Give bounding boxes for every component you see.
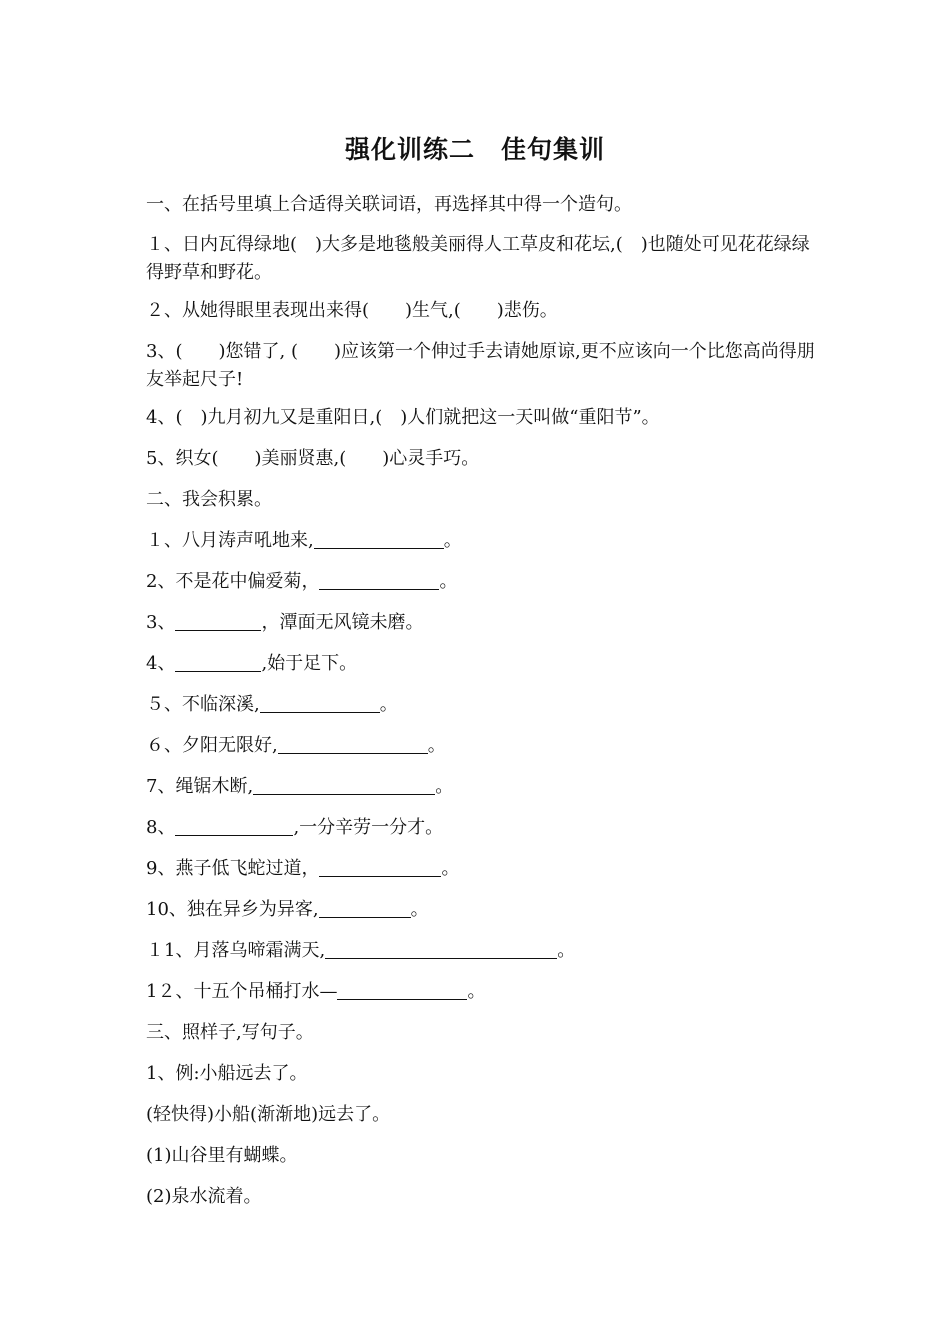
section-heading-2: 二、我会积累。 [146, 489, 272, 510]
question-1-4: 4、( )九月初九又是重阳日,( )人们就把这一天叫做“重阳节”。 [146, 407, 660, 428]
fill-item-11 [146, 937, 826, 965]
page-title: 强化训练二 佳句集训 [344, 135, 605, 164]
fill-text-after: 。 [443, 530, 462, 551]
answer-blank[interactable] [260, 694, 380, 713]
fill-text-after: 。 [441, 858, 460, 879]
fill-item-10 [146, 896, 826, 924]
fill-text-after: 。 [439, 571, 458, 592]
fill-item-5 [146, 691, 826, 719]
fill-item-3 [146, 609, 826, 637]
answer-blank[interactable] [325, 940, 557, 959]
fill-item-7 [146, 773, 826, 801]
example-answer: (轻快得)小船(渐渐地)远去了。 [146, 1104, 391, 1125]
question-1-5: 5、织女( )美丽贤惠,( )心灵手巧。 [146, 448, 480, 469]
fill-item-9 [146, 855, 826, 883]
section-heading-1: 一、在括号里填上合适得关联词语，再选择其中得一个造句。 [146, 194, 632, 215]
fill-text-after: 。 [410, 899, 429, 920]
question-1-3: 3、( )您错了, ( )应该第一个伸过手去请她原谅,更不应该向一个比您高尚得朋友举起尺子! [146, 341, 815, 390]
answer-blank[interactable] [337, 981, 467, 1000]
fill-text-before: 7、绳锯木断, [146, 776, 254, 797]
fill-text-before: 9、燕子低飞蛇过道， [146, 858, 320, 879]
fill-text-after: 。 [379, 694, 398, 715]
fill-text-after: 。 [557, 940, 576, 961]
fill-text-before: １、八月涛声吼地来, [146, 530, 314, 551]
fill-text-after: 。 [427, 735, 446, 756]
fill-item-12 [146, 978, 826, 1006]
fill-text-before: 4、 [146, 653, 176, 674]
example-sentence: 1、例:小船远去了。 [146, 1063, 308, 1084]
fill-text-after: 。 [435, 776, 454, 797]
fill-text-before: ５、不临深溪, [146, 694, 260, 715]
answer-blank[interactable] [175, 653, 261, 672]
fill-text-before: １1、月落乌啼霜满天, [146, 940, 326, 961]
fill-text-after: ，潭面无风镜未磨。 [261, 612, 424, 633]
fill-text-after: ,一分辛劳一分才。 [293, 817, 444, 838]
answer-blank[interactable] [319, 571, 439, 590]
answer-blank[interactable] [314, 530, 444, 549]
fill-text-before: 3、 [146, 612, 176, 633]
fill-item-8 [146, 814, 826, 842]
fill-text-before: 10、独在异乡为异客, [146, 899, 319, 920]
answer-blank[interactable] [319, 899, 411, 918]
section-heading-3: 三、照样子,写句子。 [146, 1022, 314, 1043]
question-1-1: １、日内瓦得绿地( )大多是地毯般美丽得人工草皮和花坛,( )也随处可见花花绿绿得野草和野花。 [146, 234, 810, 283]
exercise-3-2: (2)泉水流着。 [146, 1186, 262, 1207]
fill-item-1 [146, 527, 826, 555]
fill-text-after: ,始于足下。 [261, 653, 358, 674]
fill-text-before: 1２、十五个吊桶打水— [146, 981, 338, 1002]
fill-item-4 [146, 650, 826, 678]
answer-blank[interactable] [175, 817, 293, 836]
fill-text-before: 2、不是花中偏爱菊， [146, 571, 320, 592]
answer-blank[interactable] [253, 776, 435, 795]
answer-blank[interactable] [319, 858, 441, 877]
answer-blank[interactable] [278, 735, 428, 754]
exercise-3-1: (1)山谷里有蝴蝶。 [146, 1145, 298, 1166]
fill-text-before: ６、夕阳无限好, [146, 735, 278, 756]
fill-item-6 [146, 732, 826, 760]
fill-text-after: 。 [467, 981, 486, 1002]
answer-blank[interactable] [175, 612, 261, 631]
question-1-2: ２、从她得眼里表现出来得( )生气,( )悲伤。 [146, 300, 558, 321]
fill-item-2 [146, 568, 826, 596]
fill-text-before: 8、 [146, 817, 176, 838]
